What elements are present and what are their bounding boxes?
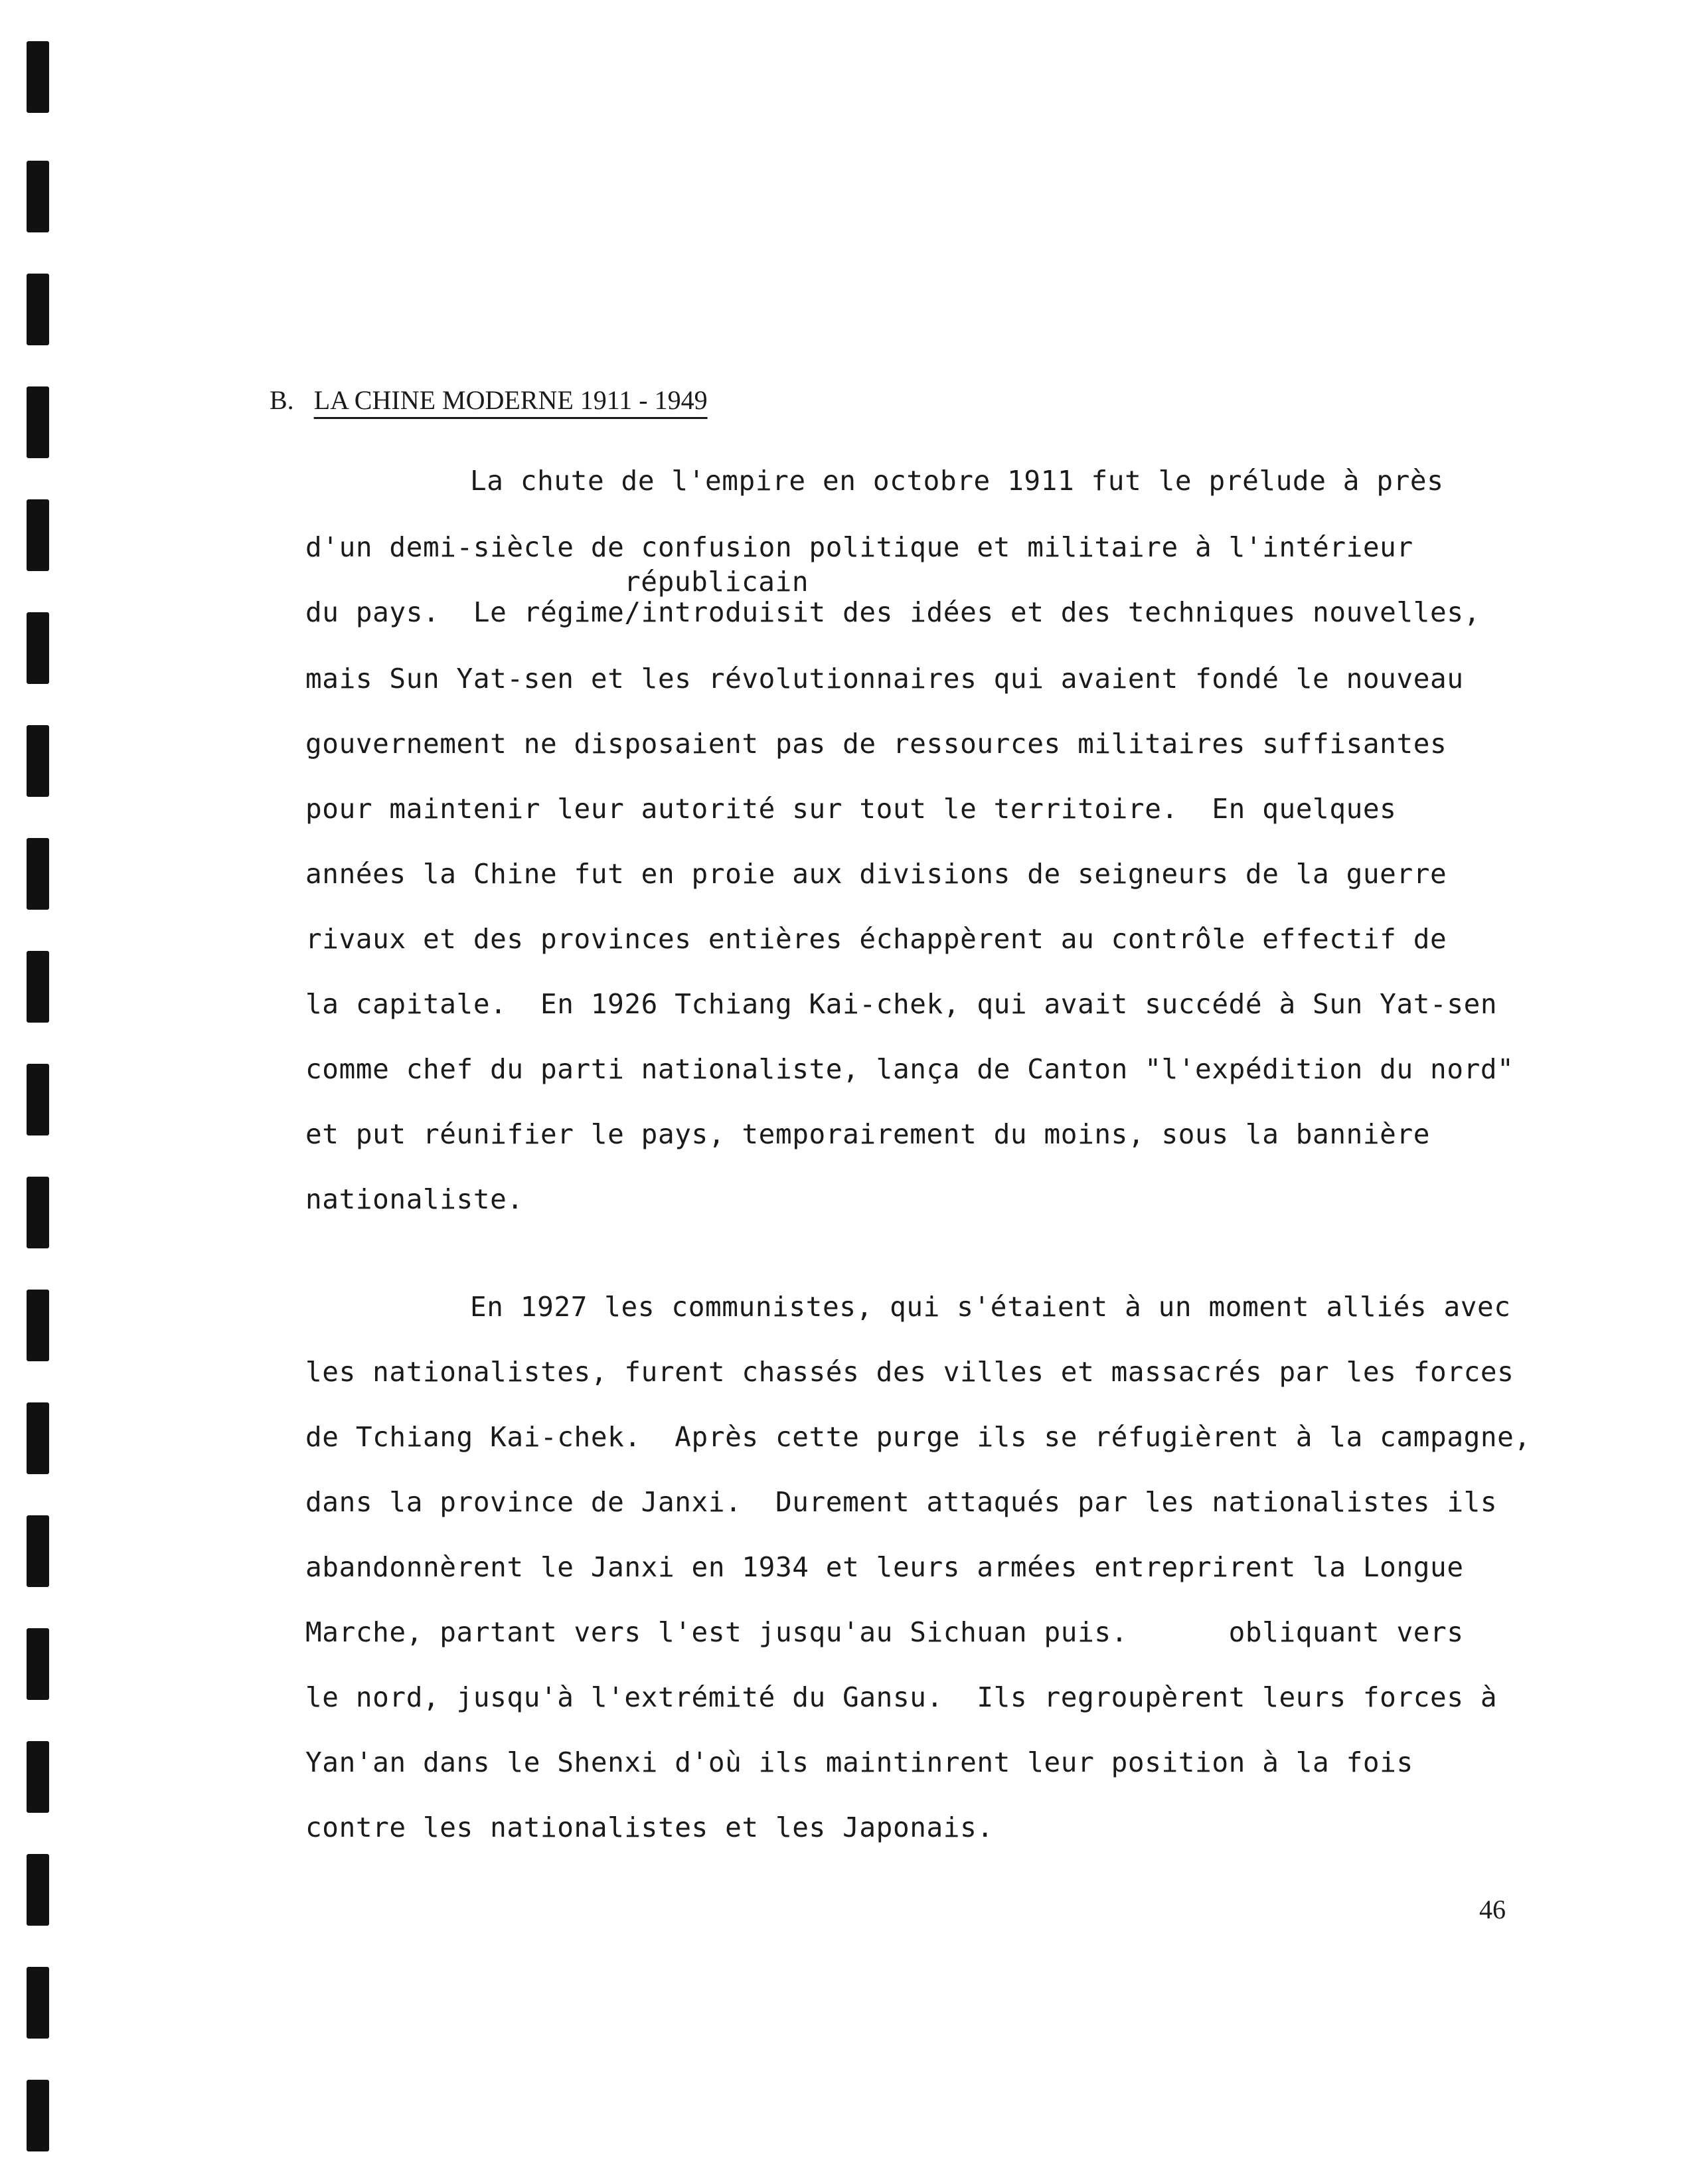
text-line: dans la province de Janxi. Durement attaqués par les nationalistes ils: [305, 1486, 1498, 1518]
text-line: mais Sun Yat-sen et les révolutionnaires qui avaient fondé le nouveau: [305, 663, 1464, 695]
text-line: d'un demi-siècle de confusion politique et militaire à l'intérieur: [305, 531, 1413, 563]
text-line: Marche, partant vers l'est jusqu'au Sichuan puis. obliquant vers: [305, 1616, 1464, 1648]
text-line: gouvernement ne disposaient pas de ressources militaires suffisantes: [305, 728, 1447, 760]
binding-hole: [27, 499, 49, 571]
binding-hole: [27, 1515, 49, 1587]
text-line: et put réunifier le pays, temporairement du moins, sous la bannière: [305, 1118, 1431, 1150]
binding-hole: [27, 1967, 49, 2039]
text-line: comme chef du parti nationaliste, lança de Canton "l'expédition du nord": [305, 1053, 1514, 1085]
text-line: le nord, jusqu'à l'extrémité du Gansu. Ils regroupèrent leurs forces à: [305, 1681, 1498, 1713]
page-number: 46: [1479, 1894, 1506, 1924]
text-line: les nationalistes, furent chassés des villes et massacrés par les forces: [305, 1356, 1514, 1388]
text-line: En 1927 les communistes, qui s'étaient à un moment alliés avec: [470, 1291, 1511, 1323]
text-line: la capitale. En 1926 Tchiang Kai-chek, qui avait succédé à Sun Yat-sen: [305, 988, 1498, 1020]
binding-hole: [27, 1854, 49, 1926]
binding-hole: [27, 1290, 49, 1361]
binding-hole: [27, 951, 49, 1023]
binding-hole: [27, 1628, 49, 1700]
binding-hole: [27, 161, 49, 232]
text-line: abandonnèrent le Janxi en 1934 et leurs armées entreprirent la Longue: [305, 1551, 1464, 1583]
binding-hole: [27, 1064, 49, 1135]
interlinear-insertion: républicain: [624, 566, 809, 598]
text-line: nationaliste.: [305, 1183, 524, 1215]
section-title: LA CHINE MODERNE 1911 - 1949: [313, 385, 708, 415]
text-line: pour maintenir leur autorité sur tout le territoire. En quelques: [305, 793, 1397, 825]
binding-hole: [27, 2080, 49, 2151]
section-letter: B.: [270, 385, 294, 415]
section-heading: [243, 353, 708, 447]
text-line: du pays. Le régime/introduisit des idées et des techniques nouvelles,: [305, 596, 1481, 628]
text-line: Yan'an dans le Shenxi d'où ils maintinrent leur position à la fois: [305, 1746, 1413, 1778]
binding-hole: [27, 41, 49, 113]
text-line: La chute de l'empire en octobre 1911 fut le prélude à près: [470, 465, 1444, 497]
binding-hole: [27, 386, 49, 458]
binding-hole: [27, 838, 49, 910]
binding-hole: [27, 1741, 49, 1813]
text-line: de Tchiang Kai-chek. Après cette purge ils se réfugièrent à la campagne,: [305, 1421, 1531, 1453]
binding-hole: [27, 1177, 49, 1248]
binding-holes: [27, 0, 53, 2184]
binding-hole: [27, 1402, 49, 1474]
text-line: contre les nationalistes et les Japonais.: [305, 1811, 994, 1843]
binding-hole: [27, 612, 49, 684]
binding-hole: [27, 725, 49, 797]
text-line: années la Chine fut en proie aux divisions de seigneurs de la guerre: [305, 858, 1447, 890]
text-line: rivaux et des provinces entières échappèrent au contrôle effectif de: [305, 923, 1447, 955]
binding-hole: [27, 274, 49, 345]
